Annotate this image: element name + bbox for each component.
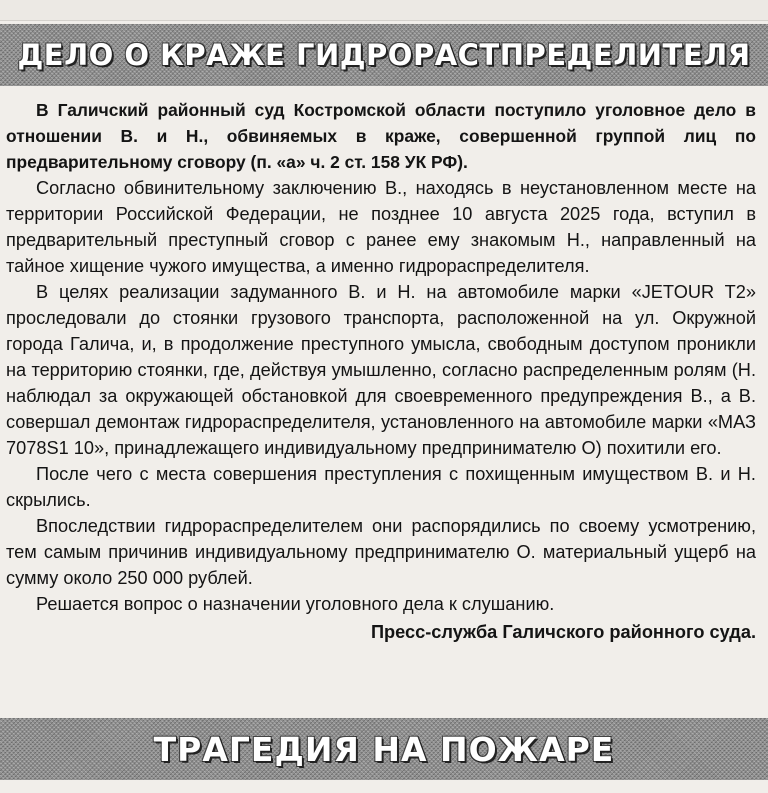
article-paragraph: Решается вопрос о назначении уголовного дела к слушанию. <box>36 594 555 614</box>
article-paragraph: В целях реализации задуманного В. и Н. на автомобиле марки «JETOUR T2» проследовали до стоянки грузового транспорта, расположенной на ул. Окружной города Галича, и, в продолжение преступного умысла, свободным доступом проникли на территорию стоянки, где, действуя умышленно, согласно распределенным ролям (Н. наблюдал за окружающей обстановкой для своевременного предупреждения В., а В. совершал демонтаж гидрораспределителя, установленного на автомобиле марки «МАЗ 7078S1 10», принадлежащего индивидуальному предпринимателю О) похитили его. <box>6 282 756 458</box>
next-headline-banner <box>0 718 768 780</box>
headline-banner <box>0 24 768 86</box>
article-lead: В Галичский районный суд Костромской области поступило уголовное дело в отношении В. и Н., обвиняемых в краже, совершенной группой лиц по предварительному сговору (п. «а» ч. 2 ст. 158 УК РФ). <box>6 100 756 172</box>
article-paragraph: Впоследствии гидрораспределителем они распорядились по своему усмотрению, тем самым причинив индивидуальному предпринимателю О. материальный ущерб на сумму около 250 000 рублей. <box>6 516 756 588</box>
next-headline: ТРАГЕДИЯ НА ПОЖАРЕ <box>153 729 615 769</box>
article-signature: Пресс-служба Галичского районного суда. <box>370 622 756 642</box>
page-top-edge <box>0 0 768 21</box>
article-paragraph: После чего с места совершения преступления с похищенным имуществом В. и Н. скрылись. <box>6 464 756 510</box>
article-body <box>6 97 756 645</box>
headline: ДЕЛО О КРАЖЕ ГИДРОРАСТПРЕДЕЛИТЕЛЯ <box>17 38 751 72</box>
article-paragraph: Согласно обвинительному заключению В., находясь в неустановленном месте на территории Российской Федерации, не позднее 10 августа 2025 года, вступил в предварительный преступный сговор с ранее ему знакомым Н., направленный на тайное хищение чужого имущества, а именно гидрораспределителя. <box>6 178 756 276</box>
